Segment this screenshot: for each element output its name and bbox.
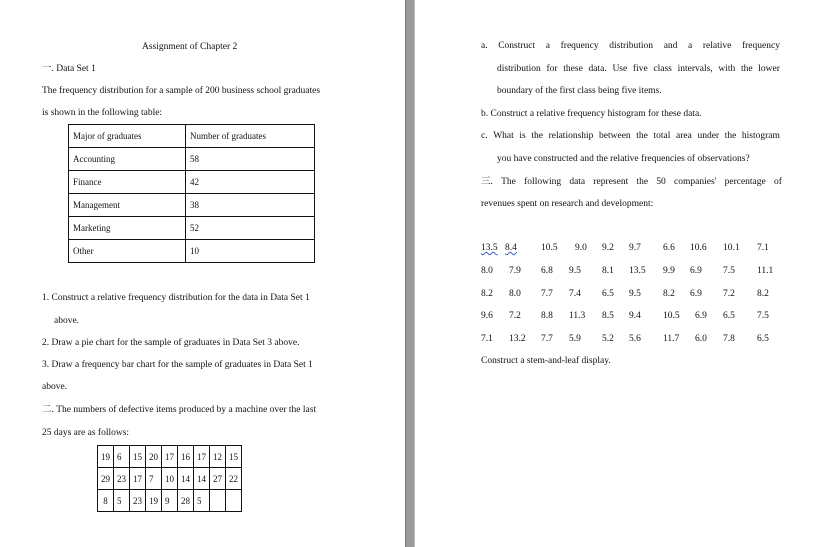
table-cell: 5	[194, 490, 210, 512]
table-row	[69, 194, 315, 217]
data-set-2-line-2: 25 days are as follows:	[42, 428, 130, 438]
table-row	[98, 446, 242, 468]
data-value: 13.5	[481, 243, 498, 253]
word: between	[599, 131, 631, 141]
table-cell: 14	[194, 468, 210, 490]
table-cell: 9	[162, 490, 178, 512]
data-value: 11.1	[757, 266, 774, 276]
table-cell: 23	[130, 490, 146, 512]
data-value: 10.5	[541, 243, 558, 253]
table-row	[69, 217, 315, 240]
table-cell: 15	[130, 446, 146, 468]
data-value: 5.9	[569, 334, 581, 344]
table-cell: 17	[162, 446, 178, 468]
word: the	[724, 131, 737, 141]
word: for	[546, 64, 558, 74]
intro-line-1: The frequency distribution for a sample of 200 business school graduates	[42, 86, 321, 96]
data-value: 8.2	[663, 289, 675, 299]
data-value: 7.5	[757, 311, 769, 321]
table-cell: 52	[186, 217, 315, 240]
data-value: 6.6	[663, 243, 675, 253]
page-divider	[405, 0, 415, 547]
table-cell: 22	[226, 468, 242, 490]
data-value: 13.5	[629, 266, 646, 276]
word: distribution	[609, 41, 654, 51]
table-cell: 17	[130, 468, 146, 490]
data-value: 13.2	[509, 334, 526, 344]
defects-table	[97, 445, 242, 512]
word: the	[636, 177, 649, 187]
table-cell: Finance	[69, 171, 186, 194]
data-value: 8.5	[602, 311, 614, 321]
word: a	[688, 41, 693, 51]
table-cell: 7	[146, 468, 162, 490]
data-value: 6.8	[541, 266, 553, 276]
data-value: 8.2	[757, 289, 769, 299]
word: a.	[481, 41, 488, 51]
word: total	[653, 131, 671, 141]
data-value: 9.0	[575, 243, 587, 253]
table-cell	[226, 490, 242, 512]
question-1-line-2: above.	[54, 316, 80, 326]
word: these	[563, 64, 583, 74]
data-value: 5.6	[629, 334, 641, 344]
question-3-line-2: above.	[42, 382, 68, 392]
page-title: Assignment of Chapter 2	[142, 42, 238, 52]
word: a	[545, 41, 551, 51]
question-3-line-1: 3. Draw a frequency bar chart for the sample of graduates in Data Set 1	[42, 360, 313, 370]
data-value: 8.1	[602, 266, 614, 276]
word: c.	[481, 131, 488, 141]
table-cell: 10	[186, 240, 315, 263]
data-value: 7.7	[541, 289, 553, 299]
word: intervals,	[677, 64, 713, 74]
table-cell: Management	[69, 194, 186, 217]
data-value: 7.8	[723, 334, 735, 344]
word: data	[569, 177, 586, 187]
data-value: 6.5	[757, 334, 769, 344]
table-cell: 38	[186, 194, 315, 217]
data-value: 7.7	[541, 334, 553, 344]
word: What	[493, 131, 514, 141]
table-header-row	[69, 125, 315, 148]
table-cell: 28	[178, 490, 194, 512]
word: area	[676, 131, 692, 141]
word: represent	[593, 177, 629, 187]
table-cell: 6	[114, 446, 130, 468]
data-set-3-line-2: revenues spent on research and development:	[481, 199, 654, 209]
data-value: 7.5	[723, 266, 735, 276]
table-cell	[210, 490, 226, 512]
data-value: 9.4	[629, 311, 641, 321]
question-a-line-3: boundary of the first class being five items.	[497, 86, 662, 96]
table-cell: 17	[194, 446, 210, 468]
data-value: 6.5	[723, 311, 735, 321]
word: companies'	[674, 177, 717, 187]
table-row	[69, 148, 315, 171]
word: the	[531, 131, 543, 141]
table-row	[98, 468, 242, 490]
word: of	[773, 177, 782, 187]
data-value: 7.1	[757, 243, 769, 253]
data-set-2-line-1: 二. The numbers of defective items produced by a machine over the last	[42, 405, 317, 415]
word: percentage	[724, 177, 766, 187]
table-cell: 14	[178, 468, 194, 490]
rd-data-grid	[415, 0, 837, 547]
data-value: 9.6	[481, 311, 493, 321]
data-value: 6.9	[695, 311, 707, 321]
table-cell: Marketing	[69, 217, 186, 240]
data-value: 8.8	[541, 311, 553, 321]
table-cell: 15	[226, 446, 242, 468]
data-value: 9.2	[602, 243, 614, 253]
table-row	[98, 490, 242, 512]
intro-line-2: is shown in the following table:	[42, 108, 163, 118]
question-b: b. Construct a relative frequency histogram for these data.	[481, 109, 702, 119]
data-value: 7.2	[723, 289, 735, 299]
table-cell: Other	[69, 240, 186, 263]
word: Construct	[498, 41, 536, 51]
table-cell: 27	[210, 468, 226, 490]
data-value: 8.2	[481, 289, 493, 299]
word: is	[519, 131, 526, 141]
word: distribution	[497, 64, 541, 74]
table-cell: 20	[146, 446, 162, 468]
word: 三.	[481, 177, 493, 187]
word: the	[636, 131, 648, 141]
left-page	[0, 0, 405, 547]
data-value: 8.4	[505, 243, 517, 253]
question-2: 2. Draw a pie chart for the sample of graduates in Data Set 3 above.	[42, 338, 300, 348]
data-value: 8.0	[509, 289, 521, 299]
data-value: 7.2	[509, 311, 521, 321]
table-cell: 42	[186, 171, 315, 194]
table-cell: 5	[114, 490, 130, 512]
data-value: 10.1	[723, 243, 740, 253]
data-value: 11.3	[569, 311, 586, 321]
table-cell: 19	[98, 446, 114, 468]
header-cell: Number of graduates	[186, 125, 315, 148]
data-value: 7.9	[509, 266, 521, 276]
data-value: 7.1	[481, 334, 493, 344]
table-cell: 10	[162, 468, 178, 490]
word: five	[632, 64, 648, 74]
word: The	[501, 177, 516, 187]
data-value: 6.5	[602, 289, 614, 299]
word: the	[740, 64, 753, 74]
data-value: 9.5	[569, 266, 581, 276]
data-value: 6.9	[690, 289, 702, 299]
data-value: 6.9	[690, 266, 702, 276]
word: with	[718, 64, 736, 74]
data-value: 5.2	[602, 334, 614, 344]
table-cell: 12	[210, 446, 226, 468]
table-row	[69, 240, 315, 263]
right-page	[415, 0, 837, 547]
word: histogram	[741, 131, 780, 141]
word: under	[697, 131, 720, 141]
table-cell: 29	[98, 468, 114, 490]
word: Use	[612, 64, 628, 74]
stem-leaf-instruction: Construct a stem-and-leaf display.	[481, 356, 611, 366]
question-1-line-1: 1. Construct a relative frequency distribution for the data in Data Set 1	[42, 293, 310, 303]
data-value: 11.7	[663, 334, 680, 344]
data-set-1-heading: 一. Data Set 1	[42, 64, 96, 74]
graduates-table	[68, 124, 315, 263]
word: frequency	[560, 41, 599, 51]
word: and	[663, 41, 678, 51]
word: following	[524, 177, 562, 187]
header-cell: Major of graduates	[69, 125, 186, 148]
word: 50	[656, 177, 666, 187]
data-value: 8.0	[481, 266, 493, 276]
data-value: 6.0	[695, 334, 707, 344]
data-value: 10.6	[690, 243, 707, 253]
word: class	[653, 64, 672, 74]
word: lower	[758, 64, 780, 74]
data-value: 7.4	[569, 289, 581, 299]
word: data.	[588, 64, 607, 74]
data-value: 9.5	[629, 289, 641, 299]
table-cell: 8	[98, 490, 114, 512]
table-row	[69, 171, 315, 194]
table-cell: 58	[186, 148, 315, 171]
table-cell: Accounting	[69, 148, 186, 171]
data-value: 9.9	[663, 266, 675, 276]
table-cell: 23	[114, 468, 130, 490]
question-c-line-2: you have constructed and the relative frequencies of observations?	[497, 154, 750, 164]
word: relationship	[548, 131, 594, 141]
word: frequency	[741, 41, 780, 51]
data-value: 9.7	[629, 243, 641, 253]
word: relative	[702, 41, 732, 51]
table-cell: 19	[146, 490, 162, 512]
table-cell: 16	[178, 446, 194, 468]
data-value: 10.5	[663, 311, 680, 321]
